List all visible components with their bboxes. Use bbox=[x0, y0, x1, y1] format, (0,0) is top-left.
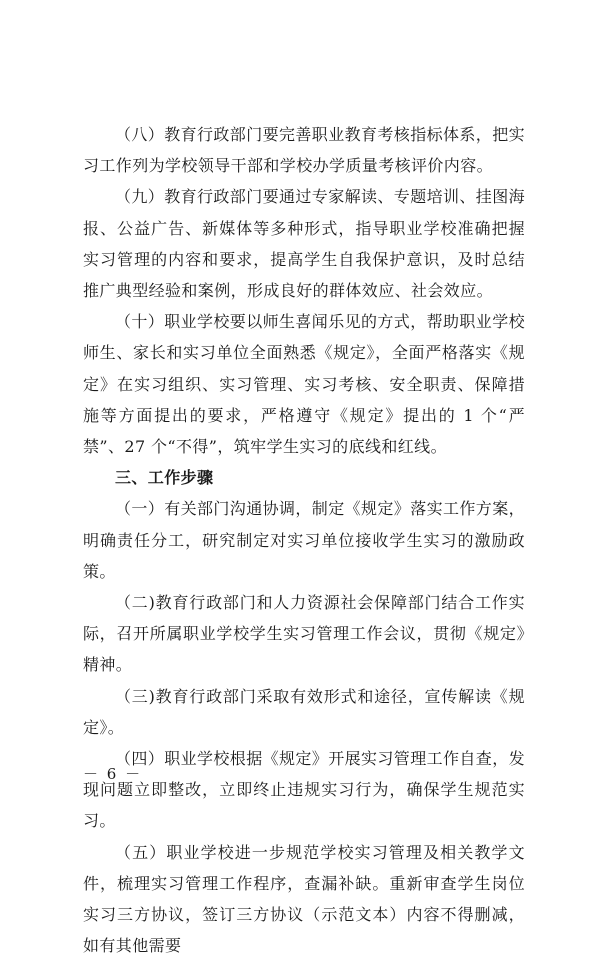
section-heading: 三、工作步骤 bbox=[115, 468, 214, 488]
step-1: （一）有关部门沟通协调，制定《规定》落实工作方案，明确责任分工，研究制定对实习单位接收学生实习的激励政策。 bbox=[83, 499, 526, 581]
step-5: （五）职业学校进一步规范学校实习管理及相关教学文件，梳理实习管理工作程序，查漏补缺。重新审查学生岗位实习三方协议，签订三方协议（示范文本）内容不得删减，如有其他需要 bbox=[83, 842, 525, 956]
paragraph-9: （九）教育行政部门要通过专家解读、专题培训、挂图海报、公益广告、新媒体等多种形式，指导职业学校准确把握实习管理的内容和要求，提高学生自我保护意识，及时总结推广典型经验和案例，形成良好的群体效应、社会效应。 bbox=[83, 187, 526, 301]
paragraph-10: （十）职业学校要以师生喜闻乐见的方式，帮助职业学校师生、家长和实习单位全面熟悉《规定》，全面严格落实《规定》在实习组织、实习管理、实习考核、安全职责、保障措施等方面提出的要求，严格遵守《规定》提出的 1 个“严禁”、27 个“不得”，筑牢学生实习的底线和红线。 bbox=[83, 312, 526, 457]
step-2: （二)教育行政部门和人力资源社会保障部门结合工作实际，召开所属职业学校学生实习管理工作会议，贯彻《规定》精神。 bbox=[83, 593, 525, 675]
page-number: － 6 － bbox=[83, 765, 143, 783]
paragraph-8: （八）教育行政部门要完善职业教育考核指标体系，把实习工作列为学校领导干部和学校办学质量考核评价内容。 bbox=[83, 125, 526, 176]
step-4: （四）职业学校根据《规定》开展实习管理工作自查，发现问题立即整改，立即终止违规实习行为，确保学生规范实习。 bbox=[83, 749, 526, 831]
step-3: （三)教育行政部门采取有效形式和途径，宣传解读《规定》。 bbox=[83, 686, 525, 737]
page-body bbox=[83, 119, 525, 961]
